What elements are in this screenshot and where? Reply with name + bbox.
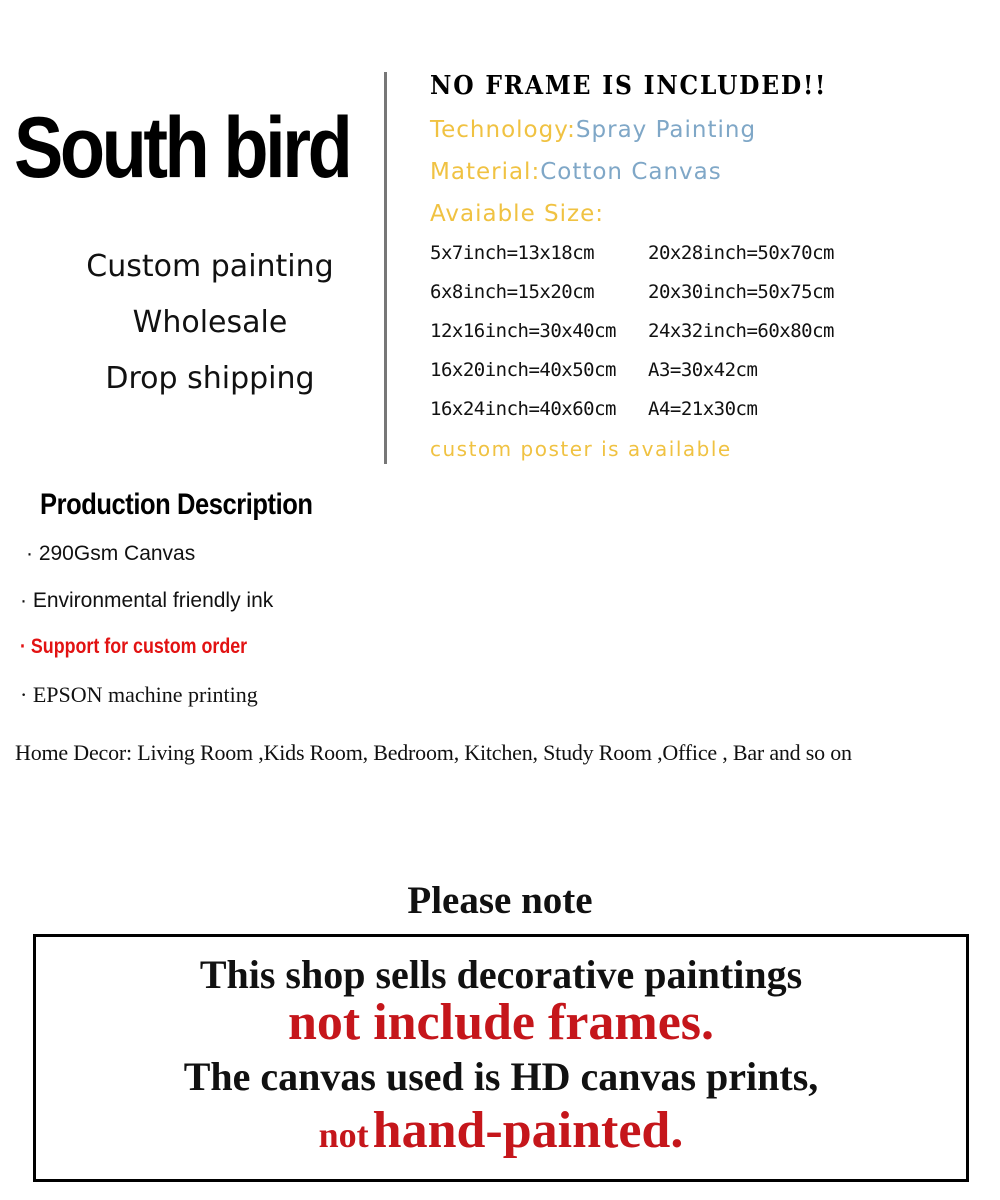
size-item: 6x8inch=15x20cm bbox=[430, 281, 595, 303]
service-wholesale: Wholesale bbox=[132, 305, 288, 340]
size-item: A3=30x42cm bbox=[648, 359, 758, 381]
note-not-word: not bbox=[318, 1115, 369, 1155]
note-line-hd-canvas: The canvas used is HD canvas prints, bbox=[183, 1054, 819, 1099]
material-value: Cotton Canvas bbox=[540, 159, 722, 185]
size-item: 24x32inch=60x80cm bbox=[648, 320, 834, 342]
size-item: 20x28inch=50x70cm bbox=[648, 242, 834, 264]
size-item: 20x30inch=50x75cm bbox=[648, 281, 834, 303]
size-item: A4=21x30cm bbox=[648, 398, 758, 420]
product-info bbox=[430, 70, 990, 461]
technology-value: Spray Painting bbox=[575, 117, 757, 143]
size-item: 16x20inch=40x50cm bbox=[430, 359, 616, 381]
note-hand-painted: hand-painted. bbox=[372, 1102, 684, 1159]
note-line-not-hand-painted bbox=[36, 1103, 966, 1171]
size-item: 16x24inch=40x60cm bbox=[430, 398, 616, 420]
material-key: Material: bbox=[430, 159, 541, 185]
bullet-ink: · Environmental friendly ink bbox=[20, 589, 274, 612]
bullet-epson: · EPSON machine printing bbox=[20, 682, 258, 707]
service-custom-painting: Custom painting bbox=[86, 249, 334, 284]
note-line-decorative: This shop sells decorative paintings bbox=[199, 952, 803, 997]
bullet-canvas: · 290Gsm Canvas bbox=[26, 542, 196, 565]
bullet-custom-order: · Support for custom order bbox=[20, 635, 248, 658]
size-item: 12x16inch=30x40cm bbox=[430, 320, 616, 342]
home-decor-text: Home Decor: Living Room ,Kids Room, Bedroom, Kitchen, Study Room ,Office , Bar and so on bbox=[15, 740, 852, 765]
brand-title: South bird bbox=[14, 100, 350, 196]
available-size-heading: Avaiable Size: bbox=[430, 201, 604, 227]
custom-poster-note: custom poster is available bbox=[430, 437, 732, 461]
material-line bbox=[430, 158, 990, 186]
services-list bbox=[60, 250, 360, 418]
technology-line bbox=[430, 116, 990, 144]
production-description-title: Production Description bbox=[40, 488, 313, 521]
note-box bbox=[33, 934, 969, 1182]
technology-key: Technology: bbox=[430, 117, 576, 143]
no-frame-notice: NO FRAME IS INCLUDED!! bbox=[430, 71, 828, 101]
size-grid bbox=[430, 242, 990, 421]
production-bullets bbox=[20, 540, 620, 709]
size-item: 5x7inch=13x18cm bbox=[430, 242, 595, 264]
vertical-divider bbox=[384, 72, 387, 464]
note-line-no-frames: not include frames. bbox=[287, 994, 715, 1051]
service-drop-shipping: Drop shipping bbox=[105, 361, 315, 396]
please-note-heading: Please note bbox=[407, 879, 593, 922]
